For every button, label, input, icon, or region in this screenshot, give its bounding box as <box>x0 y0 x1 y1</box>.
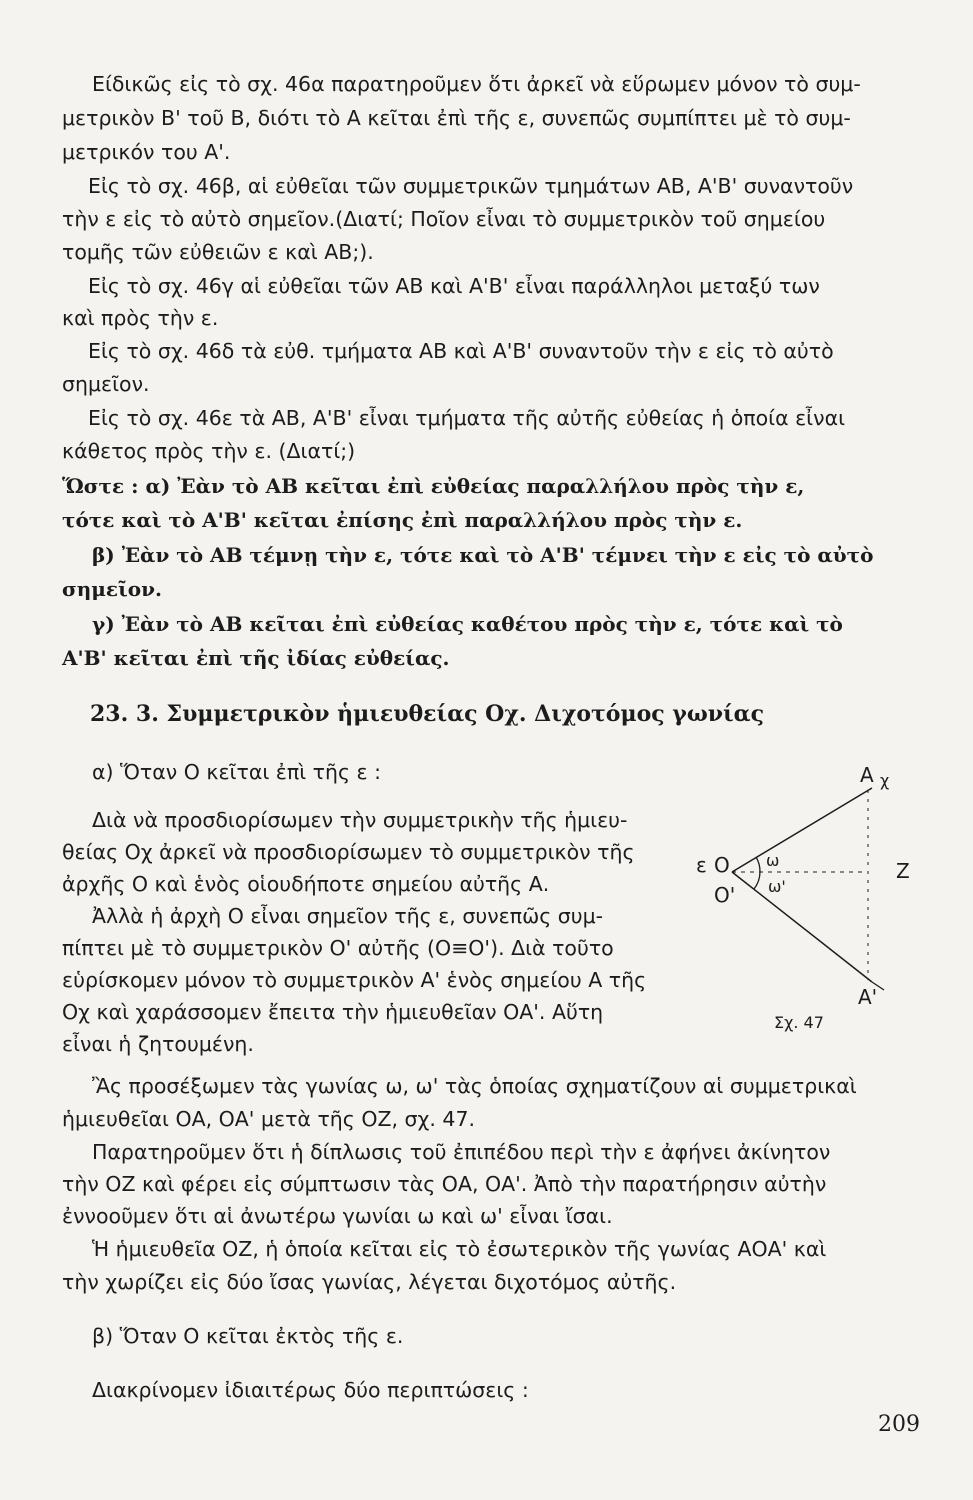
text-line: Εἰς τὸ σχ. 46ε τὰ ΑΒ, Α'Β' εἶναι τμήματα τῆς αὐτῆς εὐθείας ἡ ὁποία εἶναι <box>88 406 846 430</box>
text-line: τὴν ΟΖ καὶ φέρει εἰς σύμπτωσιν τὰς ΟΑ, ΟΑ'. Ἀπὸ τὴν παρατήρησιν αὐτὴν <box>62 1172 827 1196</box>
ray-OAprime <box>732 872 872 982</box>
text-line: κάθετος πρὸς τὴν ε. (Διατί;) <box>62 439 356 463</box>
text-line: Είδικῶς εἰς τὸ σχ. 46α παρατηροῦμεν ὅτι ἀρκεῖ νὰ εὕρωμεν μόνον τὸ συμ- <box>92 72 861 96</box>
conclusion-line: Α'Β' κεῖται ἐπὶ τῆς ἰδίας εὐθείας. <box>62 646 450 670</box>
text-line: ἀρχῆς Ο καὶ ἑνὸς οἱουδήποτε σημείου αὐτῆς Α. <box>62 872 550 896</box>
text-line: πίπτει μὲ τὸ συμμετρικὸν Ο' αὐτῆς (Ο≡Ο'). Διὰ τοῦτο <box>62 936 614 960</box>
conclusion-line: τότε καὶ τὸ Α'Β' κεῖται ἐπίσης ἐπὶ παραλλήλου πρὸς τὴν ε. <box>62 508 743 532</box>
figure-caption: Σχ. 47 <box>774 1013 824 1032</box>
label-omega-prime: ω' <box>768 877 786 896</box>
conclusion-line: γ) Ἐὰν τὸ ΑΒ κεῖται ἐπὶ εὐθείας καθέτου πρὸς τὴν ε, τότε καὶ τὸ <box>92 612 843 636</box>
label-omega: ω <box>766 851 780 870</box>
text-line: σημεῖον. <box>62 372 150 396</box>
text-line: Οχ καὶ χαράσσομεν ἔπειτα τὴν ἡμιευθεῖαν ΟΑ'. Αὕτη <box>62 1000 604 1024</box>
conclusion-line: σημεῖον. <box>62 577 162 601</box>
label-A: Α <box>860 763 874 787</box>
angle-arc-omega <box>756 857 760 872</box>
text-line: μετρικὸν Β' τοῦ Β, διότι τὸ Α κεῖται ἐπὶ τῆς ε, συνεπῶς συμπίπτει μὲ τὸ συμ- <box>62 106 851 130</box>
label-Aprime: Α' <box>858 985 878 1009</box>
label-epsilon: ε <box>696 853 707 877</box>
text-line: θείας Οχ ἀρκεῖ νὰ προσδιορίσωμεν τὸ συμμετρικὸν τῆς <box>62 840 635 864</box>
text-line: καὶ πρὸς τὴν ε. <box>62 306 219 330</box>
ray-OA <box>732 788 872 872</box>
page-number: 209 <box>878 1412 920 1437</box>
text-line: Παρατηροῦμεν ὅτι ἡ δίπλωσις τοῦ ἐπιπέδου περὶ τὴν ε ἀφήνει ἀκίνητον <box>92 1140 831 1164</box>
text-line: Ἡ ἡμιευθεῖα ΟΖ, ἡ ὁποία κεῖται εἰς τὸ ἐσωτερικὸν τῆς γωνίας ΑΟΑ' καὶ <box>92 1237 827 1261</box>
label-Oprime: Ο' <box>714 883 736 907</box>
text-line: Εἰς τὸ σχ. 46δ τὰ εὐθ. τμήματα ΑΒ καὶ Α'Β' συναντοῦν τὴν ε εἰς τὸ αὐτὸ <box>88 339 834 363</box>
text-line: ἐννοοῦμεν ὅτι αἱ ἀνωτέρω γωνίαι ω καὶ ω' εἶναι ἴσαι. <box>62 1204 613 1228</box>
figure-47-diagram <box>690 760 930 1050</box>
conclusion-line: β) Ἐὰν τὸ ΑΒ τέμνῃ τὴν ε, τότε καὶ τὸ Α'Β' τέμνει τὴν ε εἰς τὸ αὐτὸ <box>92 543 874 567</box>
text-line: Εἰς τὸ σχ. 46β, αἱ εὐθεῖαι τῶν συμμετρικῶν τμημάτων ΑΒ, Α'Β' συναντοῦν <box>88 174 854 198</box>
text-line: τομῆς τῶν εὐθειῶν ε καὶ ΑΒ;). <box>62 240 374 264</box>
section-heading: 23. 3. Συμμετρικὸν ἡμιευθείας Οχ. Διχοτόμος γωνίας <box>90 701 765 727</box>
text-line: ἡμιευθεῖαι ΟΑ, ΟΑ' μετὰ τῆς ΟΖ, σχ. 47. <box>62 1107 476 1131</box>
text-line: Διὰ νὰ προσδιορίσωμεν τὴν συμμετρικὴν τῆς ἡμιευ- <box>92 808 628 832</box>
label-O: Ο <box>714 853 730 877</box>
text-line: μετρικόν του Α'. <box>62 140 231 164</box>
case-heading: β) Ὅταν Ο κεῖται ἐκτὸς τῆς ε. <box>92 1324 404 1348</box>
text-line: Εἰς τὸ σχ. 46γ αἱ εὐθεῖαι τῶν ΑΒ καὶ Α'Β' εἶναι παράλληλοι μεταξύ των <box>88 274 820 298</box>
text-line: τὴν χωρίζει εἰς δύο ἴσας γωνίας, λέγεται διχοτόμος αὐτῆς. <box>62 1270 677 1294</box>
text-line: τὴν ε εἰς τὸ αὐτὸ σημεῖον.(Διατί; Ποῖον εἶναι τὸ συμμετρικὸν τοῦ σημείου <box>62 207 826 231</box>
label-Z: Ζ <box>896 859 910 883</box>
conclusion-line: Ὥστε : α) Ἐὰν τὸ ΑΒ κεῖται ἐπὶ εὐθείας παραλλήλου πρὸς τὴν ε, <box>62 474 805 498</box>
text-line: Διακρίνομεν ἰδιαιτέρως δύο περιπτώσεις : <box>92 1378 529 1402</box>
text-line: Ἀλλὰ ἡ ἀρχὴ Ο εἶναι σημεῖον τῆς ε, συνεπῶς συμ- <box>92 904 604 928</box>
case-heading: α) Ὅταν Ο κεῖται ἐπὶ τῆς ε : <box>92 760 382 784</box>
angle-arc-omega-prime <box>754 872 760 889</box>
text-line: Ἂς προσέξωμεν τὰς γωνίας ω, ω' τὰς ὁποίας σχηματίζουν αἱ συμμετρικαὶ <box>92 1074 857 1098</box>
text-line: εὑρίσκομεν μόνον τὸ συμμετρικὸν Α' ἑνὸς σημείου Α τῆς <box>62 968 647 992</box>
text-line: εἶναι ἡ ζητουμένη. <box>62 1032 254 1056</box>
label-x: χ <box>880 771 890 790</box>
